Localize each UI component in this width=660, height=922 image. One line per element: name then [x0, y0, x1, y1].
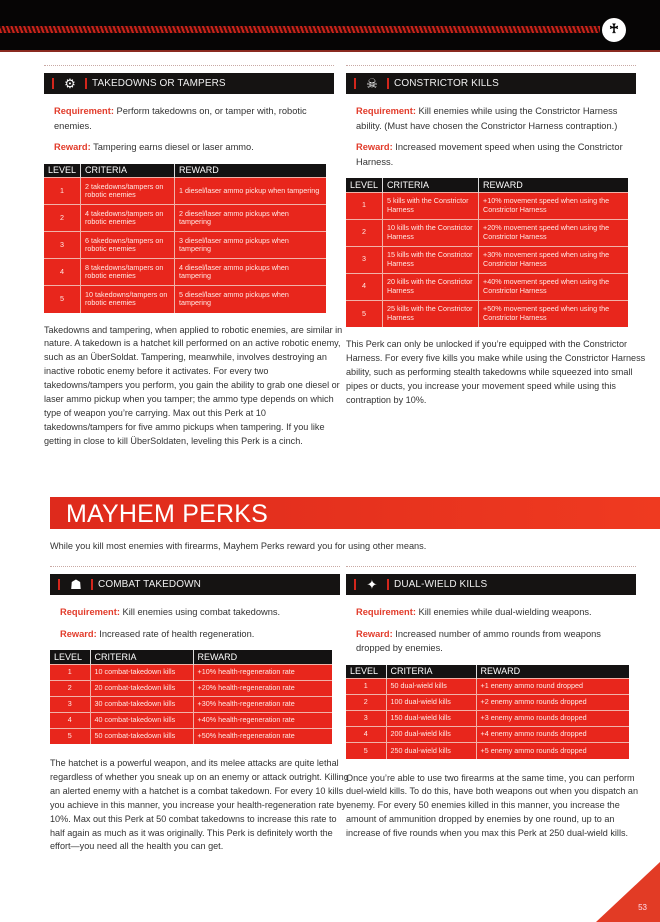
- requirement-label: Requirement:: [356, 607, 416, 617]
- reward-cell: +3 enemy ammo rounds dropped: [476, 711, 629, 727]
- requirement: [356, 104, 626, 133]
- level-cell: 4: [346, 273, 383, 300]
- divider: [44, 65, 334, 66]
- perk-title: TAKEDOWNS OR TAMPERS: [92, 78, 226, 89]
- perk-header: [44, 73, 334, 94]
- criteria-cell: 30 combat-takedown kills: [90, 696, 193, 712]
- reward-cell: 2 diesel/laser ammo pickups when tampering: [175, 205, 326, 232]
- column-header: LEVEL: [346, 178, 383, 192]
- top-banner: [0, 0, 660, 52]
- level-cell: 5: [50, 728, 90, 744]
- criteria-cell: 8 takedowns/tampers on robotic enemies: [81, 259, 175, 286]
- column-header: CRITERIA: [386, 665, 476, 679]
- reward-cell: +30% movement speed when using the Constrictor Harness: [479, 246, 628, 273]
- perk-title: CONSTRICTOR KILLS: [394, 78, 499, 89]
- reward-text: Tampering earns diesel or laser ammo.: [93, 142, 254, 152]
- table-row: [50, 680, 332, 696]
- level-cell: 5: [346, 300, 383, 327]
- requirement-text: Kill enemies while using the Constrictor Harness ability. (Must have chosen the Constrictor Harness contraption.): [356, 106, 618, 131]
- accent-bar: [354, 579, 356, 590]
- criteria-cell: 20 combat-takedown kills: [90, 680, 193, 696]
- level-cell: 2: [50, 680, 90, 696]
- column-header: LEVEL: [346, 665, 386, 679]
- table-row: [346, 679, 629, 695]
- table-row: [44, 178, 326, 205]
- level-cell: 3: [346, 246, 383, 273]
- accent-bar: [91, 579, 93, 590]
- table-row: [44, 286, 326, 313]
- criteria-cell: 10 combat-takedown kills: [90, 664, 193, 680]
- level-cell: 5: [44, 286, 81, 313]
- reward-label: Reward:: [356, 142, 393, 152]
- table-row: [44, 232, 326, 259]
- accent-bar: [85, 78, 87, 89]
- level-cell: 1: [44, 178, 81, 205]
- logo-icon: ♰: [602, 18, 626, 42]
- table-row: [44, 205, 326, 232]
- column-header: REWARD: [175, 164, 326, 178]
- criteria-cell: 25 kills with the Constrictor Harness: [383, 300, 479, 327]
- reward-cell: +30% health-regeneration rate: [193, 696, 332, 712]
- mayhem-perks-title: MAYHEM PERKS: [66, 500, 268, 528]
- reward: [60, 627, 330, 642]
- table-row: [346, 695, 629, 711]
- perk-table: [50, 650, 332, 744]
- decorative-stripe: [0, 26, 600, 33]
- perk-description: Once you’re able to use two firearms at the same time, you can perform duel-wield kills. To do this, have both weapons out when you dispatch an enemy. For every 50 enemies killed in this manner, you increase the amount of ammunition dropped by enemies by one round, up to an increase of five rounds when you max this Perk at 250 dual-wield kills.: [346, 772, 639, 839]
- requirement: [60, 605, 330, 620]
- table-row: [50, 712, 332, 728]
- reward-label: Reward:: [54, 142, 91, 152]
- criteria-cell: 20 kills with the Constrictor Harness: [383, 273, 479, 300]
- reward: [356, 627, 626, 656]
- reward-cell: +40% movement speed when using the Constrictor Harness: [479, 273, 628, 300]
- reward-cell: +50% movement speed when using the Constrictor Harness: [479, 300, 628, 327]
- criteria-cell: 6 takedowns/tampers on robotic enemies: [81, 232, 175, 259]
- criteria-cell: 5 kills with the Constrictor Harness: [383, 192, 479, 219]
- perk-description: Takedowns and tampering, when applied to robotic enemies, are similar in nature. A takedown is a hatchet kill performed on an active robotic enemy, such as an ÜberSoldat. Tampering, meanwhile, involves destroying an inactive robotic enemy before it activates. For every two takedowns/tampers you perform, you gain the ability to grab one diesel or laser ammo pickup when you tamper; the ammo type depends on which type of weapon you’re carrying. Max out this Perk at 10 takedowns/tampers for five ammo pickups when tampering. If you like getting in close to kill ÜberSoldaten, leveling this Perk is a cinch.: [44, 324, 343, 446]
- level-cell: 2: [44, 205, 81, 232]
- section-takedowns: [44, 65, 343, 449]
- level-cell: 2: [346, 695, 386, 711]
- divider: [346, 566, 636, 567]
- requirement: [54, 104, 324, 133]
- table-row: [50, 728, 332, 744]
- accent-bar: [58, 579, 60, 590]
- requirement-label: Requirement:: [54, 106, 114, 116]
- criteria-cell: 15 kills with the Constrictor Harness: [383, 246, 479, 273]
- reward-cell: 3 diesel/laser ammo pickups when tampering: [175, 232, 326, 259]
- perk-table: [44, 164, 326, 313]
- reward-text: Increased movement speed when using the Constrictor Harness.: [356, 142, 623, 167]
- accent-bar: [354, 78, 356, 89]
- criteria-cell: 10 kills with the Constrictor Harness: [383, 219, 479, 246]
- requirement: [356, 605, 626, 620]
- level-cell: 4: [44, 259, 81, 286]
- requirement-text: Perform takedowns on, or tamper with, robotic enemies.: [54, 106, 307, 131]
- column-header: REWARD: [476, 665, 629, 679]
- criteria-cell: 150 dual-wield kills: [386, 711, 476, 727]
- reward-cell: +40% health-regeneration rate: [193, 712, 332, 728]
- reward-text: Increased number of ammo rounds from weapons dropped by enemies.: [356, 628, 601, 653]
- section-dual-wield: [346, 566, 639, 841]
- divider: [346, 65, 636, 66]
- column-header: CRITERIA: [90, 650, 193, 664]
- column-header: LEVEL: [44, 164, 81, 178]
- perk-title: DUAL-WIELD KILLS: [394, 579, 488, 590]
- perk-title: COMBAT TAKEDOWN: [98, 579, 201, 590]
- level-cell: 3: [44, 232, 81, 259]
- table-row: [346, 273, 628, 300]
- level-cell: 1: [50, 664, 90, 680]
- perk-description: This Perk can only be unlocked if you’re equipped with the Constrictor Harness. For every five kills you make while using the Constrictor Harness ability, such as performing stealth takedowns while squeezed into small pipes or ducts, you increase your movement speed while using this contraption by 10%.: [346, 339, 646, 405]
- reward-cell: +20% movement speed when using the Constrictor Harness: [479, 219, 628, 246]
- level-cell: 5: [346, 743, 386, 759]
- reward-text: Increased rate of health regeneration.: [99, 628, 255, 639]
- mayhem-intro: While you kill most enemies with firearms, Mayhem Perks reward you for using other means.: [50, 541, 427, 551]
- reward-label: Reward:: [60, 628, 97, 639]
- criteria-cell: 10 takedowns/tampers on robotic enemies: [81, 286, 175, 313]
- page-number: 53: [638, 903, 647, 912]
- table-row: [346, 727, 629, 743]
- reward-cell: +50% health-regeneration rate: [193, 728, 332, 744]
- column-header: REWARD: [479, 178, 628, 192]
- page-corner: [596, 862, 660, 922]
- table-row: [50, 696, 332, 712]
- table-row: [346, 743, 629, 759]
- robot-arm-icon: ⚙: [64, 75, 76, 91]
- level-cell: 1: [346, 192, 383, 219]
- column-header: CRITERIA: [383, 178, 479, 192]
- criteria-cell: 50 dual-wield kills: [386, 679, 476, 695]
- level-cell: 4: [50, 712, 90, 728]
- skull-harness-icon: ☠: [366, 75, 378, 91]
- perk-header: [346, 73, 636, 94]
- column-header: REWARD: [193, 650, 332, 664]
- table-row: [346, 192, 628, 219]
- level-cell: 3: [50, 696, 90, 712]
- dual-guns-icon: ✦: [366, 576, 378, 592]
- reward-cell: 5 diesel/laser ammo pickups when tampering: [175, 286, 326, 313]
- table-row: [346, 711, 629, 727]
- accent-bar: [52, 78, 54, 89]
- accent-bar: [387, 78, 389, 89]
- reward-cell: 1 diesel/laser ammo pickup when tampering: [175, 178, 326, 205]
- reward-cell: +20% health-regeneration rate: [193, 680, 332, 696]
- reward-cell: +10% movement speed when using the Constrictor Harness: [479, 192, 628, 219]
- criteria-cell: 40 combat-takedown kills: [90, 712, 193, 728]
- requirement-label: Requirement:: [356, 106, 416, 116]
- level-cell: 1: [346, 679, 386, 695]
- perk-table: [346, 665, 629, 759]
- table-row: [44, 259, 326, 286]
- divider: [50, 566, 340, 567]
- level-cell: 2: [346, 219, 383, 246]
- criteria-cell: 2 takedowns/tampers on robotic enemies: [81, 178, 175, 205]
- reward-cell: +1 enemy ammo round dropped: [476, 679, 629, 695]
- level-cell: 4: [346, 727, 386, 743]
- mayhem-perks-banner: [50, 497, 660, 529]
- criteria-cell: 100 dual-wield kills: [386, 695, 476, 711]
- accent-bar: [387, 579, 389, 590]
- criteria-cell: 50 combat-takedown kills: [90, 728, 193, 744]
- section-combat-takedown: [50, 566, 349, 854]
- requirement-text: Kill enemies while dual-wielding weapons.: [418, 607, 592, 617]
- perk-header: [50, 574, 340, 595]
- table-row: [346, 219, 628, 246]
- level-cell: 3: [346, 711, 386, 727]
- requirement-label: Requirement:: [60, 607, 120, 617]
- reward-cell: +5 enemy ammo rounds dropped: [476, 743, 629, 759]
- perk-header: [346, 574, 636, 595]
- requirement-text: Kill enemies using combat takedowns.: [122, 607, 281, 617]
- combat-silhouette-icon: ☗: [70, 576, 82, 592]
- column-header: LEVEL: [50, 650, 90, 664]
- criteria-cell: 4 takedowns/tampers on robotic enemies: [81, 205, 175, 232]
- perk-description: The hatchet is a powerful weapon, and its melee attacks are quite lethal regardless of whether you sneak up on an enemy or attack outright. Killing an alerted enemy with a hatchet is a combat takedown. For every 10 kills you achieve in this manner, you increase your health-regeneration rate by 10%. Max out this Perk at 50 combat takedowns to increase this rate to half again as much as it was originally. This Perk is definitely worth the effort—you need all the health you can get.: [50, 758, 349, 852]
- reward: [356, 140, 626, 169]
- reward-cell: 4 diesel/laser ammo pickups when tampering: [175, 259, 326, 286]
- reward-cell: +10% health-regeneration rate: [193, 664, 332, 680]
- reward-label: Reward:: [356, 628, 393, 639]
- table-row: [346, 246, 628, 273]
- column-header: CRITERIA: [81, 164, 175, 178]
- criteria-cell: 250 dual-wield kills: [386, 743, 476, 759]
- criteria-cell: 200 dual-wield kills: [386, 727, 476, 743]
- reward: [54, 140, 324, 155]
- table-row: [50, 664, 332, 680]
- section-constrictor: [346, 65, 646, 408]
- perk-table: [346, 178, 628, 327]
- reward-cell: +2 enemy ammo rounds dropped: [476, 695, 629, 711]
- table-row: [346, 300, 628, 327]
- reward-cell: +4 enemy ammo rounds dropped: [476, 727, 629, 743]
